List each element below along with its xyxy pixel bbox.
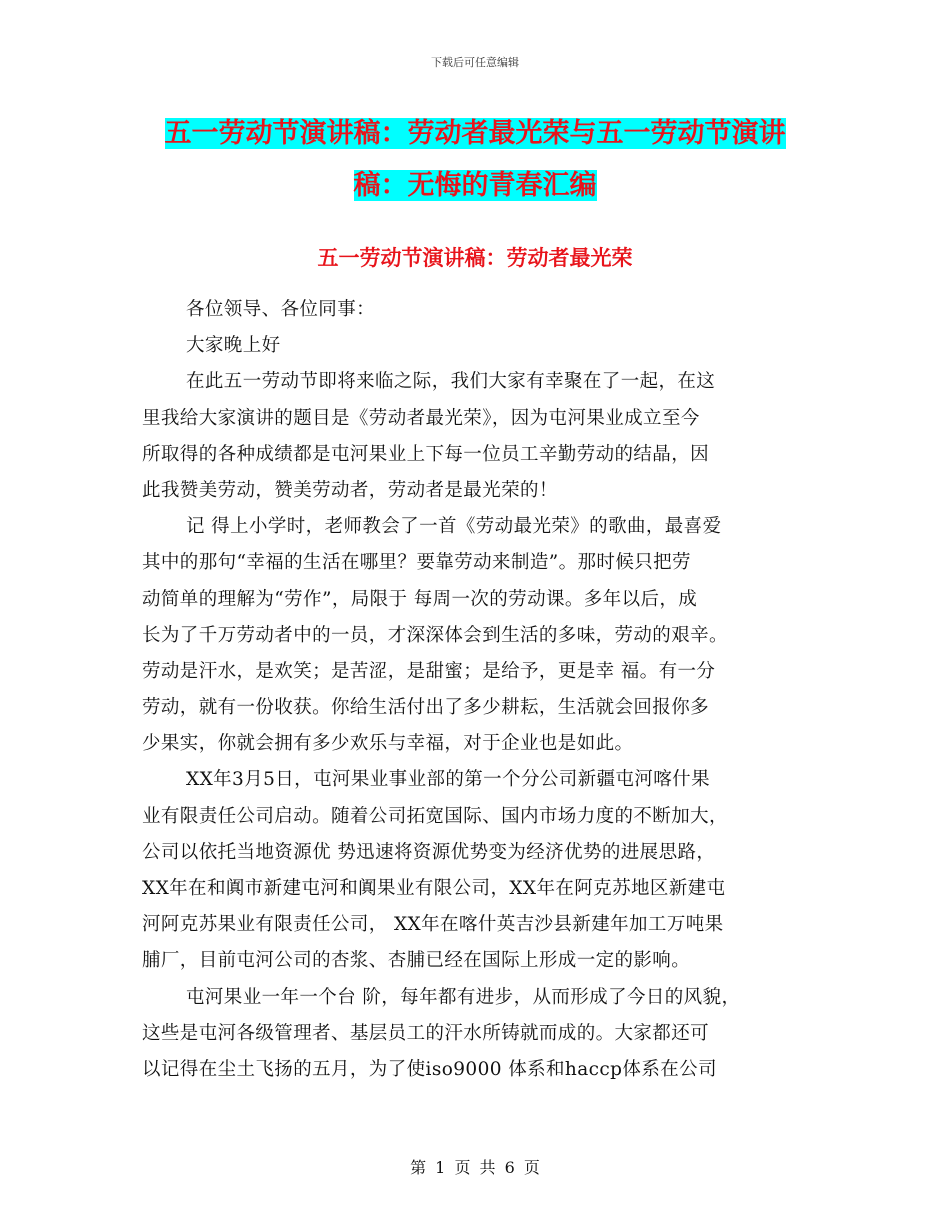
text-line: 大家晚上好 xyxy=(186,335,281,357)
header-note: 下载后可任意编辑 xyxy=(431,56,519,69)
page-footer: 第 1 页 共 6 页 xyxy=(410,1158,540,1177)
text-line: 业有限责任公司启动。随着公司拓宽国际、国内市场力度的不断加大， xyxy=(142,805,728,827)
text-line: 河阿克苏果业有限责任公司， XX年在喀什英吉沙县新建年加工万吨果 xyxy=(142,914,724,936)
text-line: 屯河果业一年一个台 阶，每年都有进步，从而形成了今日的风貌， xyxy=(186,986,741,1008)
text-line: 其中的那句“幸福的生活在哪里？要靠劳动来制造”。那时候只把劳 xyxy=(142,552,691,574)
text-line: 这些是屯河各级管理者、基层员工的汗水所铸就而成的。大家都还可 xyxy=(142,1022,710,1044)
text-line: XX年3月5日，屯河果业事业部的第一个分公司新疆屯河喀什果 xyxy=(186,769,710,791)
text-line: 劳动，就有一份收获。你给生活付出了多少耕耘，生活就会回报你多 xyxy=(142,697,710,719)
text-line: 长为了千万劳动者中的一员，才深深体会到生活的多味，劳动的艰辛。 xyxy=(142,624,728,646)
text-line: 少果实，你就会拥有多少欢乐与幸福，对于企业也是如此。 xyxy=(142,733,634,755)
text-line: 公司以依托当地资源优 势迅速将资源优势变为经济优势的进展思路， xyxy=(142,841,716,863)
text-line: 所取得的各种成绩都是屯河果业上下每一位员工辛勤劳动的结晶，因 xyxy=(142,443,710,465)
title-line-2: 稿：无悔的青春汇编 xyxy=(353,170,597,201)
text-line: 各位领导、各位同事： xyxy=(186,299,376,320)
text-line: 记 得上小学时，老师教会了一首《劳动最光荣》的歌曲，最喜爱 xyxy=(186,516,722,538)
text-line: 脯厂，目前屯河公司的杏浆、杏脯已经在国际上形成一定的影响。 xyxy=(142,950,691,972)
text-line: XX年在和阗市新建屯河和阗果业有限公司，XX年在阿克苏地区新建屯 xyxy=(142,878,726,899)
title-line-1: 五一劳动节演讲稿：劳动者最光荣与五一劳动节演讲 xyxy=(164,118,786,149)
text-line: 动简单的理解为“劳作”，局限于 每周一次的劳动课。多年以后，成 xyxy=(142,588,698,610)
section-title: 五一劳动节演讲稿：劳动者最光荣 xyxy=(317,246,633,270)
document-title xyxy=(140,108,810,212)
text-line: 里我给大家演讲的题目是《劳动者最光荣》，因为屯河果业成立至今 xyxy=(142,407,700,429)
text-line: 劳动是汗水，是欢笑；是苦涩，是甜蜜；是给予，更是幸 福。有一分 xyxy=(142,660,716,682)
text-line: 此我赞美劳动，赞美劳动者，劳动者是最光荣的！ xyxy=(142,479,558,501)
body-text xyxy=(142,292,810,1088)
text-line: 以记得在尘土飞扬的五月，为了使iso9000 体系和haccp体系在公司 xyxy=(142,1058,717,1080)
text-line: 在此五一劳动节即将来临之际，我们大家有幸聚在了一起，在这 xyxy=(186,371,716,393)
